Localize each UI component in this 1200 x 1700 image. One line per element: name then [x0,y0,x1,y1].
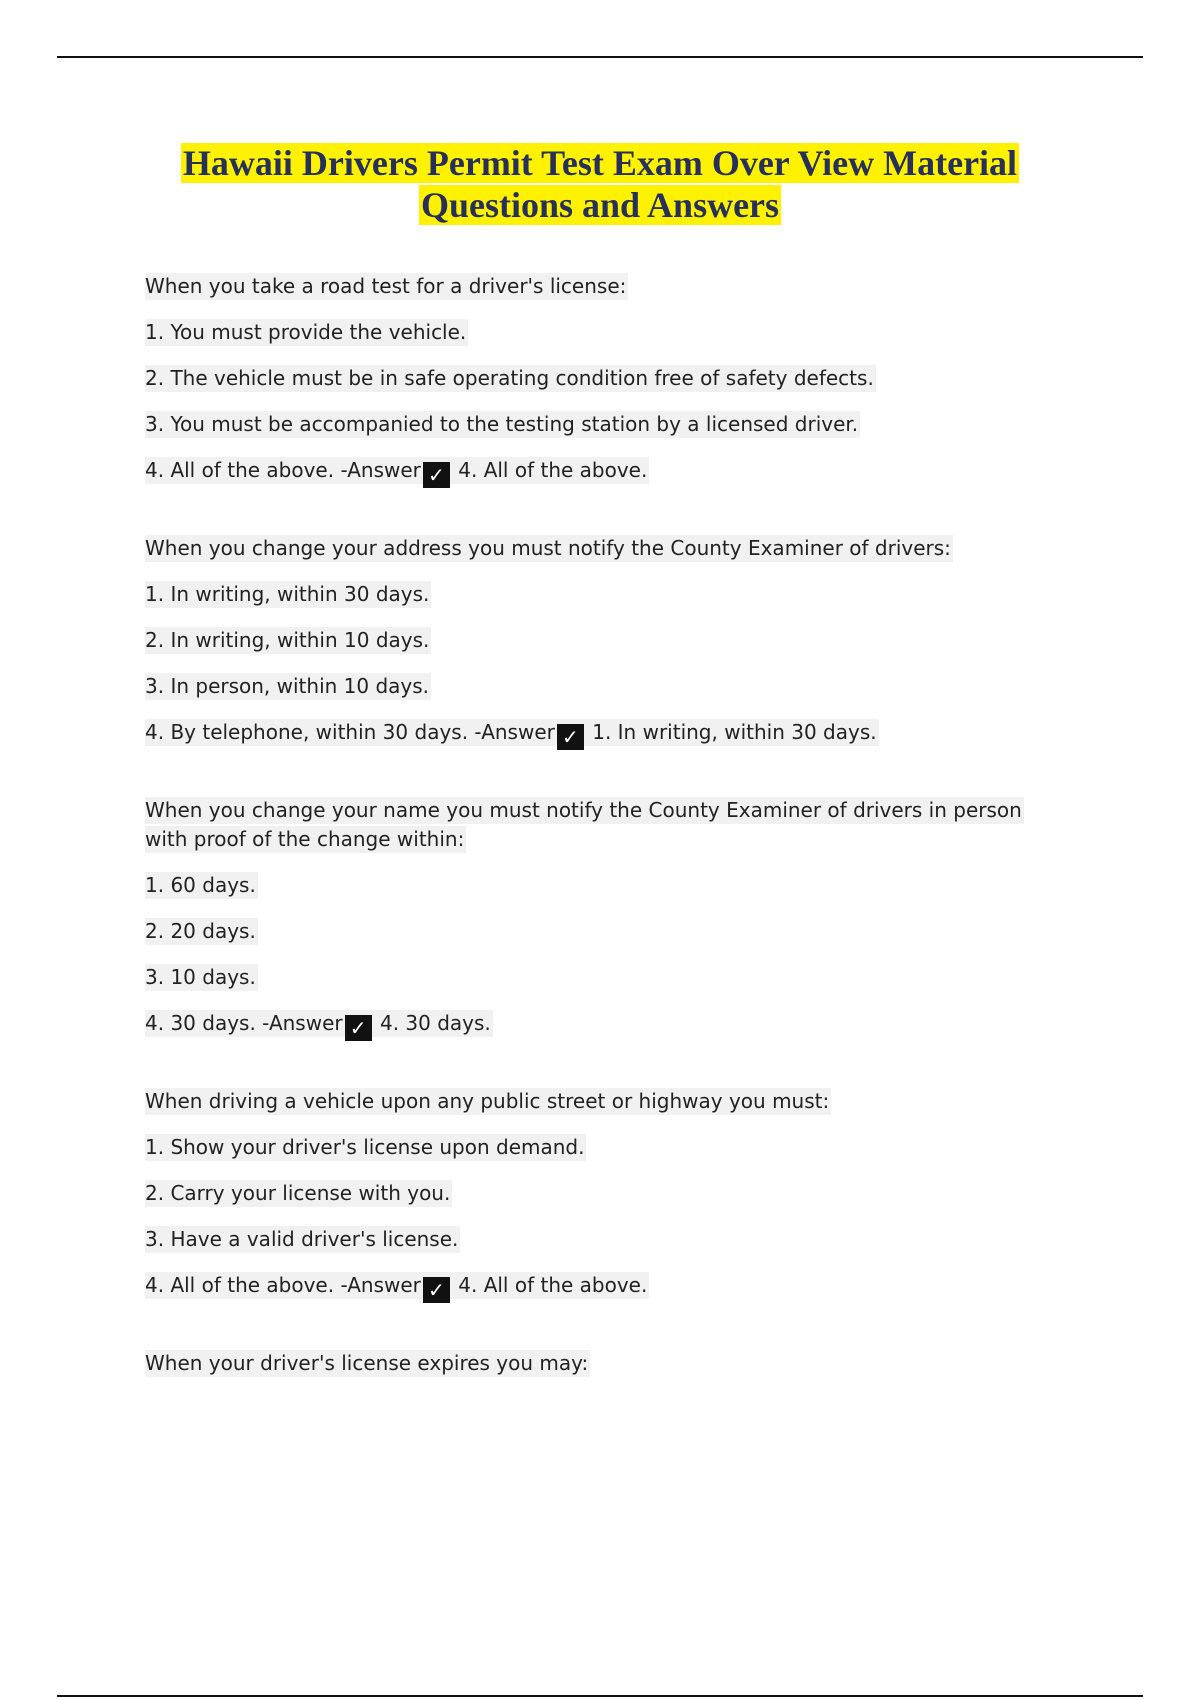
option-4-text: 4. By telephone, within 30 days. -Answer [145,720,555,744]
checkmark-icon: ✓ [557,724,584,750]
option-2: 2. Carry your license with you. [145,1181,451,1205]
option-4-text: 4. All of the above. -Answer [145,1273,421,1297]
option-3: 3. 10 days. [145,965,256,989]
question-5 [145,1349,1065,1378]
question-prompt: When you take a road test for a driver's license: [145,274,627,298]
answer-text: 4. All of the above. [451,1273,648,1297]
title-line-2: Questions and Answers [420,185,780,225]
top-divider [57,56,1143,58]
option-4-text: 4. All of the above. -Answer [145,458,421,482]
question-prompt: When your driver's license expires you may: [145,1351,589,1375]
checkmark-icon: ✓ [423,462,450,488]
option-4-with-answer [145,718,1065,750]
question-prompt: When you change your address you must notify the County Examiner of drivers: [145,536,951,560]
answer-text: 4. All of the above. [451,458,648,482]
question-3 [145,796,1065,1041]
option-4-with-answer [145,456,1065,488]
option-1: 1. Show your driver's license upon demand. [145,1135,585,1159]
page-title [0,142,1200,226]
checkmark-icon: ✓ [423,1277,450,1303]
option-4-with-answer [145,1271,1065,1303]
option-1: 1. In writing, within 30 days. [145,582,430,606]
title-line-1: Hawaii Drivers Permit Test Exam Over View Material [182,143,1018,183]
bottom-divider [57,1695,1143,1697]
checkmark-icon: ✓ [345,1015,372,1041]
option-2: 2. 20 days. [145,919,256,943]
question-4 [145,1087,1065,1303]
question-prompt: When you change your name you must notify the County Examiner of drivers in person with proof of the change within: [145,798,1022,851]
option-3: 3. You must be accompanied to the testing station by a licensed driver. [145,412,859,436]
option-3: 3. In person, within 10 days. [145,674,430,698]
question-1 [145,272,1065,488]
answer-text: 1. In writing, within 30 days. [585,720,877,744]
option-3: 3. Have a valid driver's license. [145,1227,459,1251]
question-list [145,272,1065,1395]
option-4-with-answer [145,1009,1065,1041]
option-4-text: 4. 30 days. -Answer [145,1011,343,1035]
question-2 [145,534,1065,750]
option-1: 1. You must provide the vehicle. [145,320,467,344]
question-prompt: When driving a vehicle upon any public street or highway you must: [145,1089,830,1113]
option-1: 1. 60 days. [145,873,256,897]
answer-text: 4. 30 days. [373,1011,491,1035]
option-2: 2. The vehicle must be in safe operating condition free of safety defects. [145,366,874,390]
option-2: 2. In writing, within 10 days. [145,628,430,652]
